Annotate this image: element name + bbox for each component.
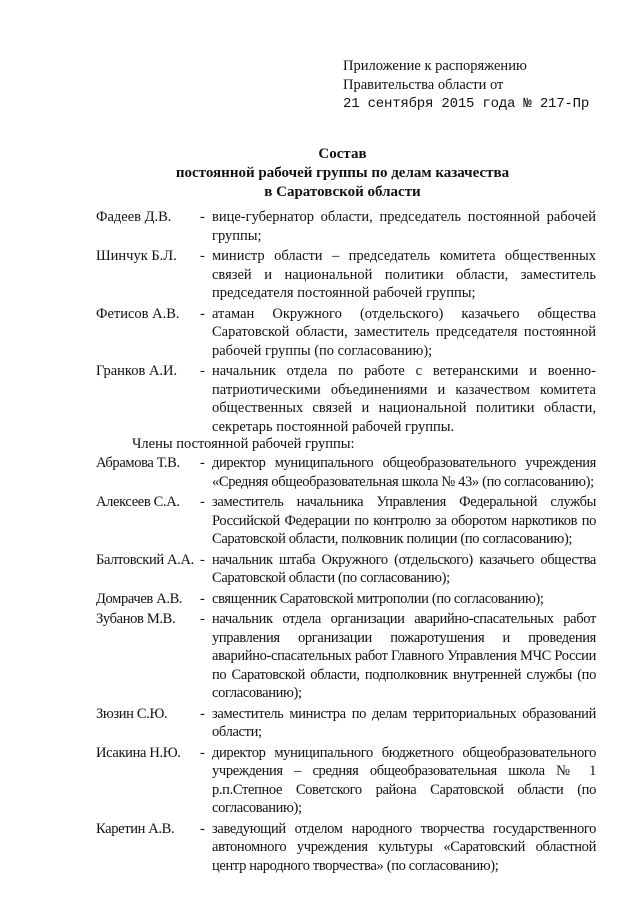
annex-line-1: Приложение к распоряжению	[343, 58, 527, 74]
member-role: заведующий отделом народного творчества государственного автономного учреждения культуры «Саратовский областной центр народного творчества» (по согласованию);	[212, 820, 596, 874]
member-name: Зюзин С.Ю.	[96, 705, 168, 722]
list-item	[96, 247, 596, 303]
dash: -	[200, 551, 205, 568]
annex-header	[343, 57, 623, 114]
member-role: министр области – председатель комитета общественных связей и национальной политики области, заместитель председателя постоянной рабочей группы;	[212, 248, 596, 301]
dash: -	[200, 590, 205, 607]
dash: -	[200, 209, 205, 225]
member-name: Алексеев С.А.	[96, 494, 180, 510]
list-item	[96, 454, 596, 491]
dash: -	[200, 305, 205, 322]
list-item	[96, 362, 596, 436]
member-role: заместитель начальника Управления Федеральной службы Российской Федерации по контролю за оборотом наркотиков по Саратовской области, полковник полиции (по согласованию);	[212, 494, 596, 547]
annex-date-line: 21 сентября 2015 года № 217-Пр	[343, 96, 590, 112]
list-item	[96, 820, 596, 876]
member-role: начальник отдела по работе с ветеранскими и военно-патриотическими объединениями и казачеством комитета общественных связей и национальной политики области, секретарь постоянной рабочей группы.	[212, 363, 596, 435]
member-role: вице-губернатор области, председатель постоянной рабочей группы;	[212, 209, 596, 244]
member-role: директор муниципального бюджетного общеобразовательного учреждения – средняя общеобразовательная школа № 1 р.п.Степное Советского района Саратовской области (по согласованию);	[212, 744, 596, 816]
member-role: священник Саратовской митрополии (по согласованию);	[212, 590, 544, 607]
member-name: Домрачев А.В.	[96, 590, 183, 607]
dash: -	[200, 820, 205, 837]
member-name: Гранков А.И.	[96, 363, 178, 379]
member-name: Фадеев Д.В.	[96, 209, 172, 225]
member-name: Зубанов М.В.	[96, 611, 176, 627]
list-item	[96, 208, 596, 245]
dash: -	[200, 363, 205, 379]
dash: -	[200, 494, 205, 510]
dash: -	[200, 248, 205, 264]
member-name: Балтовский А.А.	[96, 551, 194, 568]
list-item	[96, 705, 596, 742]
member-name: Шинчук Б.Л.	[96, 248, 177, 264]
list-item	[96, 493, 596, 549]
list-item	[96, 551, 596, 588]
member-role: начальник штаба Окружного (отдельского) казачьего общества Саратовской области (по согласованию);	[212, 551, 596, 586]
members-heading: Члены постоянной рабочей группы:	[132, 436, 355, 452]
list-item	[96, 590, 596, 609]
member-role: заместитель министра по делам территориальных образований области;	[212, 705, 596, 740]
member-role: начальник отдела организации аварийно-спасательных работ управления организации пожаротушения и проведения аварийно-спасательных работ Главного Управления МЧС России по Саратовской области, подполковник внутренней службы (по согласованию);	[212, 611, 596, 701]
member-name: Каретин А.В.	[96, 820, 175, 837]
member-name: Исакина Н.Ю.	[96, 744, 181, 761]
member-role: директор муниципального общеобразовательного учреждения «Средняя общеобразовательная школа № 43» (по согласованию);	[212, 455, 596, 490]
dash: -	[200, 455, 205, 471]
annex-line-2: Правительства области от	[343, 77, 504, 93]
list-item	[96, 744, 596, 818]
member-name: Фетисов А.В.	[96, 305, 180, 322]
member-role: атаман Окружного (отдельского) казачьего общества Саратовской области, заместитель председателя постоянной рабочей группы (по согласованию);	[212, 305, 596, 359]
title-line-1: Состав	[318, 146, 367, 162]
leadership-list	[96, 208, 596, 438]
dash: -	[200, 705, 205, 722]
title-line-2: постоянной рабочей группы по делам казачества	[175, 165, 510, 181]
list-item	[96, 305, 596, 361]
dash: -	[200, 744, 205, 761]
document-title	[0, 145, 640, 202]
member-name: Абрамова Т.В.	[96, 455, 180, 471]
members-list	[96, 454, 596, 877]
dash: -	[200, 611, 205, 627]
title-line-3: в Саратовской области	[264, 184, 421, 200]
list-item	[96, 610, 596, 703]
